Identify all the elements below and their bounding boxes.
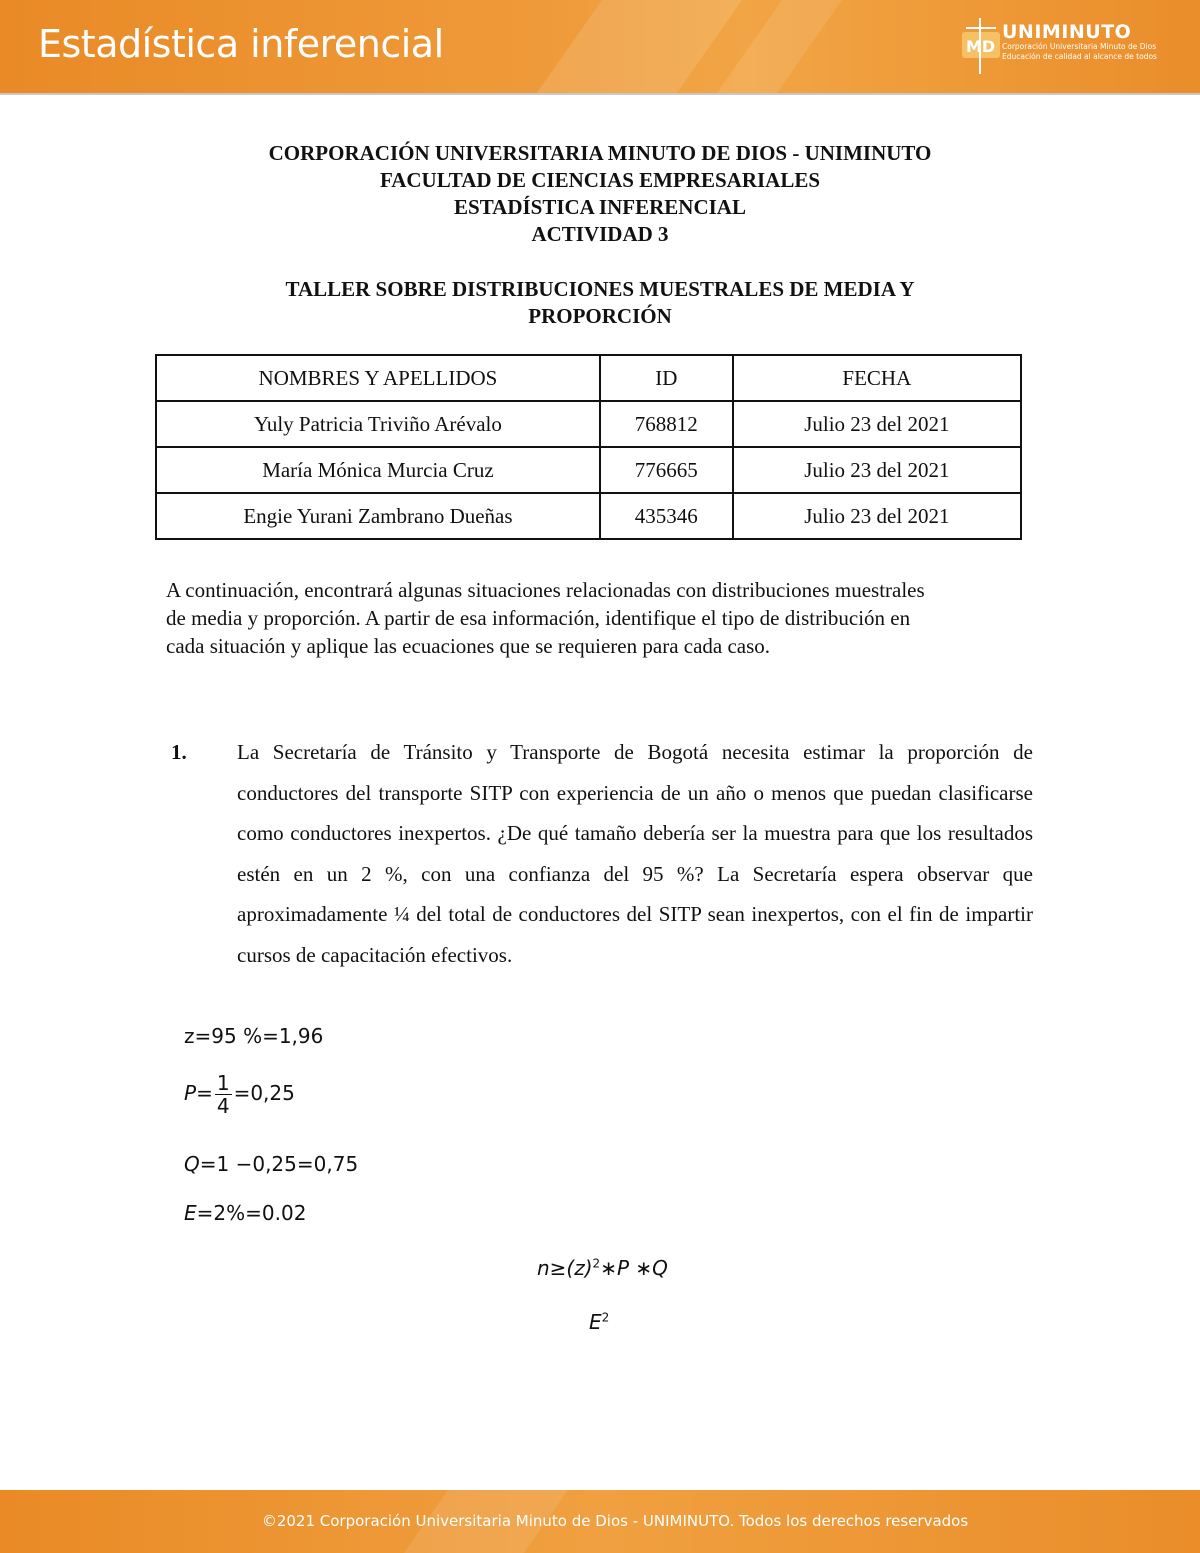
formula-right: ∗P ∗Q <box>600 1256 668 1280</box>
header-names: NOMBRES Y APELLIDOS <box>156 355 600 401</box>
student-date: Julio 23 del 2021 <box>733 447 1021 493</box>
student-name: María Mónica Murcia Cruz <box>156 447 600 493</box>
workshop-title <box>0 276 1200 330</box>
table-row <box>156 493 1021 539</box>
workshop-title-line1: TALLER SOBRE DISTRIBUCIONES MUESTRALES DE MEDIA Y <box>285 277 915 301</box>
logo-text <box>1002 22 1157 62</box>
formula-left: n≥(z) <box>537 1256 593 1280</box>
question-text: La Secretaría de Tránsito y Transporte de Bogotá necesita estimar la proporción de conductores del transporte SITP con experiencia de un año o menos que puedan clasificarse como conductores inexpertos. ¿De qué tamaño debería ser la muestra para que los resultados estén en un 2 %, con una confianza del 95 %? La Secretaría espera observar que aproximadamente ¼ del total de conductores del SITP sean inexpertos, con el fin de impartir cursos de capacitación efectivos. <box>237 740 1033 967</box>
header-title: Estadística inferencial <box>38 22 444 66</box>
p-equals: = <box>196 1081 213 1105</box>
footer-copyright: ©2021 Corporación Universitaria Minuto de Dios - UNIMINUTO. Todos los derechos reservados <box>261 1512 969 1530</box>
student-date: Julio 23 del 2021 <box>733 401 1021 447</box>
formula-denominator <box>589 1310 609 1334</box>
p-result: =0,25 <box>233 1081 295 1105</box>
instructions-line: cada situación y aplique las ecuaciones que se requieren para cada caso. <box>166 634 771 658</box>
q-value-line <box>184 1152 358 1176</box>
student-name: Engie Yurani Zambrano Dueñas <box>156 493 600 539</box>
p-value-line <box>184 1072 295 1117</box>
table-header-row <box>156 355 1021 401</box>
faculty-title: FACULTAD DE CIENCIAS EMPRESARIALES <box>379 168 821 192</box>
formula-exponent: 2 <box>592 1256 601 1271</box>
student-id: 768812 <box>600 401 733 447</box>
q-variable: Q <box>184 1152 200 1176</box>
p-denominator: 4 <box>216 1094 230 1118</box>
e-value-line <box>184 1201 306 1225</box>
instructions-line: de media y proporción. A partir de esa información, identifique el tipo de distribución en <box>166 606 911 630</box>
course-title: ESTADÍSTICA INFERENCIAL <box>454 195 746 219</box>
denominator-variable: E <box>589 1310 602 1334</box>
document-titles <box>0 140 1200 248</box>
e-variable: E <box>184 1201 197 1225</box>
student-id: 776665 <box>600 447 733 493</box>
instructions-line: A continuación, encontrará algunas situaciones relacionadas con distribuciones muestrales <box>166 578 925 602</box>
institution-title: CORPORACIÓN UNIVERSITARIA MINUTO DE DIOS - UNIMINUTO <box>268 141 932 165</box>
p-variable: P <box>184 1081 197 1105</box>
table-row <box>156 447 1021 493</box>
student-name: Yuly Patricia Triviño Arévalo <box>156 401 600 447</box>
logo-name: UNIMINUTO <box>1002 21 1132 43</box>
header-divider <box>0 93 1200 95</box>
table-row <box>156 401 1021 447</box>
denominator-exponent: 2 <box>601 1310 610 1325</box>
logo-subtitle: Corporación Universitaria Minuto de Dios <box>1002 42 1157 51</box>
q-equation: =1 −0,25=0,75 <box>199 1152 359 1176</box>
question-number: 1. <box>171 740 187 764</box>
p-fraction <box>215 1072 232 1117</box>
z-value-line <box>184 1024 323 1048</box>
logo-slogan: Educación de calidad al alcance de todos <box>1002 52 1157 61</box>
svg-text:MD: MD <box>966 37 996 56</box>
instructions-paragraph <box>166 576 1036 660</box>
z-value: z=95 %=1,96 <box>184 1024 324 1048</box>
sample-size-formula <box>537 1256 668 1280</box>
workshop-title-line2: PROPORCIÓN <box>528 304 672 328</box>
activity-title: ACTIVIDAD 3 <box>531 222 669 246</box>
student-date: Julio 23 del 2021 <box>733 493 1021 539</box>
e-equation: =2%=0.02 <box>196 1201 307 1225</box>
students-table <box>155 354 1022 540</box>
student-id: 435346 <box>600 493 733 539</box>
p-numerator: 1 <box>216 1071 230 1095</box>
header-date: FECHA <box>733 355 1021 401</box>
header-id: ID <box>600 355 733 401</box>
